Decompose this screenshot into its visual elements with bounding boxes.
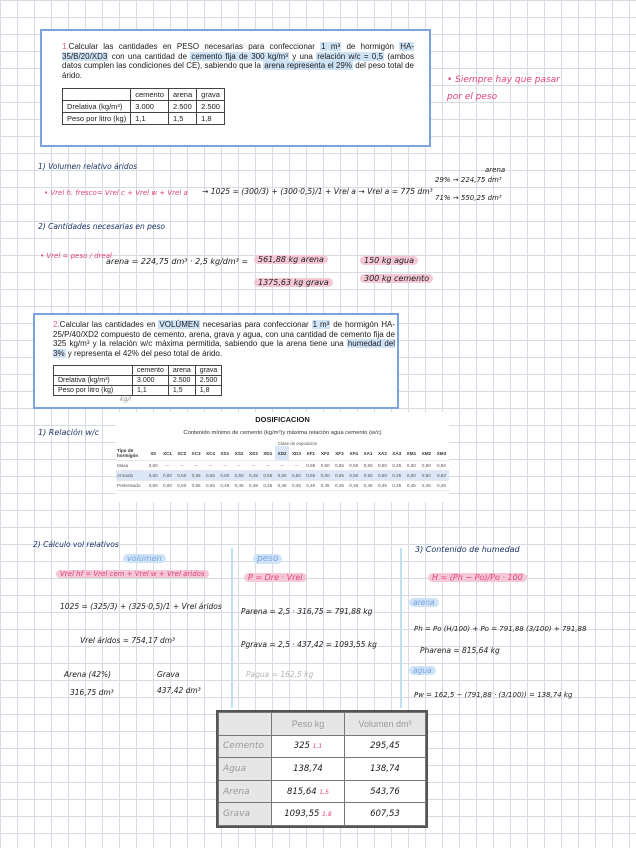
dosificacion-row: Armado 0,60 0,60 0,60 0,55 0,55 0,50 0,50 0,45 0,55 0,50 0,50 0,55 0,50 0,55 0,50 0,50 0,50 0,45 0,50 0,50 0,50 xyxy=(116,471,449,481)
dosificacion-col-header: XF3 xyxy=(332,446,346,461)
dosificacion-row: Pretensado 0,60 0,60 0,60 0,55 0,55 0,45 0,45 0,45 0,45 0,45 0,45 0,45 0,45 0,45 0,45 0,45 0,45 0,45 0,45 0,45 0,45 xyxy=(116,481,449,491)
peso-grava: Pgrava = 2,5 · 437,42 = 1093,55 kg xyxy=(241,640,377,649)
dosificacion-col-header: X0 xyxy=(146,446,160,461)
section-2-equation: arena = 224,75 dm³ · 2,5 kg/dm³ = xyxy=(106,257,249,266)
problem-1-text: 1.Calcular las cantidades en PESO necesarias para confeccionar 1 m³ de hormigón HA-35/B/20/XD3 con una cantidad de cemento fija de 300 kg/m³ y una relación w/c = 0,5 (ambos datos cumplen las condiciones del CE), sabiendo que la arena representa el 29% del peso total de árido. xyxy=(62,42,415,80)
arena-tag: arena xyxy=(409,598,439,607)
dosificacion-col-header: XM1 xyxy=(404,446,419,461)
dosificacion-col-header: XS2 xyxy=(232,446,246,461)
peso-agua: Pagua = 162,5 kg xyxy=(246,670,314,679)
dosificacion-table: Tipo de hormigón X0 XC1 XC2 XC3 XC4 XS1 XS2 XS3 XD1 XD2 XD3 XF1 XF2 XF3 XF4 XA1 XA2 XA3 XM1 XM2 XM3 Masa 0,60 – – – – – – – – – – 0,55 0,50 0,55 0,50 0,50 0,50 0,45 0,50 0,50 0,50 Armado 0,60 0,60 0,60 0,55 0,55 0,50 0,50 0,45 0,55 0,50 0,50 0,55 0,50 0,55 0,50 0,50 0,50 0,45 0,50 0,50 0,50 Pretensado 0,60 0,60 0,60 0,55 0,55 0,45 0,45 0,45 0,45 0,45 0,45 0,45 0,45 0,45 0,45 0,45 0,45 0,45 0,45 0,45 0,45 xyxy=(116,446,449,491)
arena-split-label: Arena (42%) xyxy=(64,670,112,679)
result-arena: 561,88 kg arena xyxy=(254,255,328,264)
grava-percent: 71% → 550,25 dm³ xyxy=(435,194,502,202)
result-agua: 150 kg agua xyxy=(360,256,418,265)
humedad-equation: Ph = Po (H/100) + Po = 791,88 (3/100) + 791,88 xyxy=(414,625,587,633)
humedad-result: Pharena = 815,64 kg xyxy=(420,646,500,655)
arena-split-value: 316,75 dm³ xyxy=(70,688,114,697)
side-note: • Siempre hay que pasar por el peso xyxy=(447,75,560,102)
volumen-equation: 1025 = (325/3) + (325·0,5)/1 + Vrel áridos xyxy=(60,602,222,611)
dosificacion-col-header: XC3 xyxy=(189,446,203,461)
dosificacion-subtitle: Contenido mínimo de cemento (kg/m³)y máxima relación agua cemento (w/c) xyxy=(183,430,382,436)
section-1-equation: → 1025 = (300/3) + (300·0,5)/1 + Vrel a → Vrel a = 775 dm³ xyxy=(202,187,433,196)
volumen-formula: Vrel hf = Vrel cem + Vrel w + Vrel áridos xyxy=(56,570,209,578)
grava-split-label: Grava xyxy=(157,670,180,679)
dosificacion-col-header: XC4 xyxy=(203,446,217,461)
dosificacion-col-header: XD3 xyxy=(289,446,303,461)
dosificacion-col-header: XF1 xyxy=(304,446,318,461)
dosificacion-col-header: XS1 xyxy=(218,446,232,461)
summary-row-arena: Arena 815,64 1,5 543,76 xyxy=(219,780,426,803)
agua-tag: agua xyxy=(409,666,436,675)
class-header: Clase de exposición xyxy=(277,441,318,446)
peso-formula: P = Dre · Vrel xyxy=(244,573,307,582)
dosificacion-col-header: XC1 xyxy=(160,446,174,461)
dosificacion-col-header: XF4 xyxy=(347,446,361,461)
dosificacion-col-header: XM3 xyxy=(434,446,449,461)
relacion-heading: 1) Relación w/c xyxy=(38,428,100,437)
dosificacion-col-header: XC2 xyxy=(175,446,189,461)
dosificacion-col-header: XF2 xyxy=(318,446,332,461)
grava-split-value: 437,42 dm³ xyxy=(157,686,201,695)
problem-2-box xyxy=(33,313,399,409)
dosificacion-panel xyxy=(116,412,449,502)
dosificacion-col-header: XD1 xyxy=(261,446,275,461)
dosificacion-col-header: XD2 xyxy=(275,446,289,461)
agua-equation: Pw = 162,5 − (791,88 · (3/100)) = 138,74 kg xyxy=(414,691,573,699)
humedad-heading: 3) Contenido de humedad xyxy=(415,545,520,554)
dosificacion-row: Masa 0,60 – – – – – – – – – – 0,55 0,50 0,55 0,50 0,50 0,50 0,45 0,50 0,50 0,50 xyxy=(116,461,449,471)
section-1-formula: • Vrel h. fresco= Vrel c + Vrel w + Vrel a xyxy=(44,189,188,197)
result-grava: 1375,63 kg grava xyxy=(254,278,333,287)
arena-percent: 29% → 224,75 dm³ xyxy=(435,176,502,184)
peso-arena: Parena = 2,5 · 316,75 = 791,88 kg xyxy=(241,607,373,616)
humedad-formula: H = (Ph − Po)/Po · 100 xyxy=(428,573,527,582)
arena-label: arena xyxy=(485,166,506,174)
dosificacion-col-header: XS3 xyxy=(246,446,260,461)
summary-table: Peso kg Volumen dm³ Cemento 325 1,1 295,45 Agua 138,74 138,74 Arena 815,64 1,5 543,76 Grava 1093,55 1,8 607,53 xyxy=(216,710,428,828)
divider-1 xyxy=(231,548,233,708)
peso-label: peso xyxy=(253,554,282,564)
dosificacion-col-header: XA2 xyxy=(375,446,389,461)
dosificacion-col-header: XA3 xyxy=(390,446,404,461)
section-2-heading: 2) Cantidades necesarias en peso xyxy=(38,222,166,231)
divider-2 xyxy=(400,548,402,708)
problem-2-text: 2.Calcular las cantidades en VOLÚMEN necesarias para confeccionar 1 m³ de hormigón HA-25/P/40/XD2 compuesto de cemento, arena, grava y agua, con una cantidad de cemento fija de 325 kg/m³ y la relación w/c máxima permitida, sabiendo que la arena tiene una humedad del 3% y representa el 42% del peso total de árido. xyxy=(53,320,396,358)
problem-1-table: cemento arena grava Drelativa (kg/m³) 3.000 2.500 2.500 Peso por litro (kg) 1,1 1,5 1,8 xyxy=(62,88,225,125)
result-cemento: 300 kg cemento xyxy=(360,274,433,283)
problem-2-table: cemento arena grava Drelativa (kg/m³) 3.000 2.500 2.500 Peso por litro (kg) 1,1 1,5 1,8 xyxy=(53,365,222,396)
summary-row-cemento: Cemento 325 1,1 295,45 xyxy=(219,735,426,758)
summary-row-grava: Grava 1093,55 1,8 607,53 xyxy=(219,803,426,826)
calc-heading: 2) Cálculo vol relativos xyxy=(33,540,119,549)
volumen-aridos: Vrel áridos = 754,17 dm³ xyxy=(80,636,176,645)
kg-per-litre-note: kg/l xyxy=(120,396,131,403)
dosificacion-col-header: XM2 xyxy=(419,446,434,461)
section-1-heading: 1) Volumen relativo áridos xyxy=(38,162,138,171)
section-2-formula: • Vrel = peso / dreal xyxy=(40,252,112,260)
problem-1-box xyxy=(40,29,431,147)
volumen-label: volumen xyxy=(123,554,166,563)
dosificacion-col-header: XA1 xyxy=(361,446,375,461)
summary-row-agua: Agua 138,74 138,74 xyxy=(219,758,426,781)
dosificacion-title: DOSIFICACION xyxy=(255,415,310,424)
